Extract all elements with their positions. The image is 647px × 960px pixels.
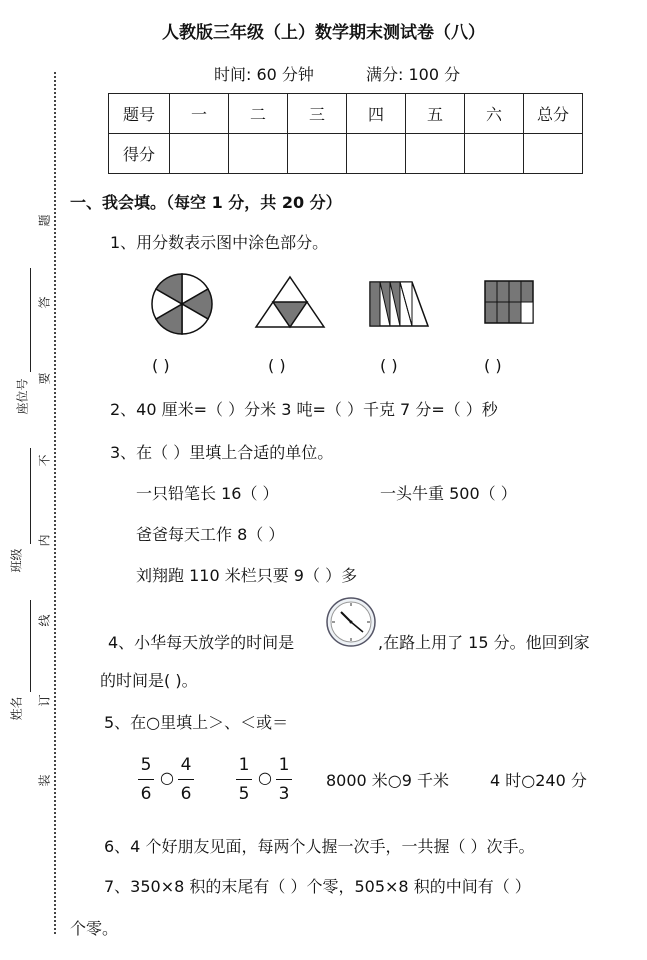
question-5d: 4 时○240 分 xyxy=(490,771,587,790)
score-cell[interactable] xyxy=(406,134,465,174)
question-2: 2、40 厘米=（ ）分米 3 吨=（ ）千克 7 分=（ ）秒 xyxy=(110,400,498,419)
fraction-denominator: 6 xyxy=(140,784,152,804)
score-table-score-row xyxy=(109,134,583,174)
binding-dotted-line xyxy=(54,72,56,934)
answer-blank[interactable]: ( ) xyxy=(268,356,286,375)
fraction xyxy=(178,752,194,807)
table-cell: 得分 xyxy=(109,134,170,174)
question-7b: 个零。 xyxy=(70,919,119,938)
fraction xyxy=(138,752,154,807)
fraction-denominator: 6 xyxy=(180,784,192,804)
question-3: 3、在（ ）里填上合适的单位。 xyxy=(110,443,334,462)
question-4b: ,在路上用了 15 分。他回到家 xyxy=(378,633,590,652)
margin-char: 不 xyxy=(37,454,52,467)
score-cell[interactable] xyxy=(170,134,229,174)
margin-char: 内 xyxy=(37,534,52,547)
compare-circle[interactable]: ○ xyxy=(258,768,272,787)
answer-blank[interactable]: ( ) xyxy=(484,356,502,375)
shaded-triangle-figure xyxy=(254,274,326,330)
margin-char: 线 xyxy=(37,614,52,627)
table-cell: 总分 xyxy=(524,94,583,134)
fraction xyxy=(276,752,292,807)
answer-blank[interactable]: ( ) xyxy=(380,356,398,375)
seat-number-label: 座位号 xyxy=(15,378,30,415)
score-cell[interactable] xyxy=(288,134,347,174)
question-7a: 7、350×8 积的末尾有（ ）个零，505×8 积的中间有（ ） xyxy=(104,877,531,896)
score-cell[interactable] xyxy=(524,134,583,174)
table-cell: 四 xyxy=(347,94,406,134)
class-line[interactable] xyxy=(30,448,31,544)
seat-number-line[interactable] xyxy=(30,268,31,372)
score-table xyxy=(108,93,583,174)
compare-circle[interactable]: ○ xyxy=(160,768,174,787)
class-label: 班级 xyxy=(9,548,24,573)
name-label: 姓名 xyxy=(9,696,24,721)
margin-char: 要 xyxy=(37,372,52,385)
table-cell: 六 xyxy=(465,94,524,134)
clock-icon xyxy=(325,596,377,648)
margin-char: 订 xyxy=(37,694,52,707)
score-cell[interactable] xyxy=(465,134,524,174)
shaded-circle-figure xyxy=(150,272,214,336)
question-4c: 的时间是( )。 xyxy=(100,671,198,690)
time-label: 时间: 60 分钟 xyxy=(214,65,314,84)
table-cell: 一 xyxy=(170,94,229,134)
table-cell: 二 xyxy=(229,94,288,134)
circle-sectors xyxy=(152,274,212,334)
margin-char: 答 xyxy=(37,296,52,309)
question-6: 6、4 个好朋友见面，每两个人握一次手，一共握（ ）次手。 xyxy=(104,837,535,856)
question-5c: 8000 米○9 千米 xyxy=(326,771,450,790)
margin-char: 题 xyxy=(37,214,52,227)
shaded-trapezoid-figure xyxy=(366,280,432,330)
answer-blank[interactable]: ( ) xyxy=(152,356,170,375)
fraction-numerator: 1 xyxy=(238,755,250,775)
page-title: 人教版三年级（上）数学期末测试卷（八） xyxy=(162,23,485,43)
question-1: 1、用分数表示图中涂色部分。 xyxy=(110,233,329,252)
fraction-numerator: 5 xyxy=(140,755,152,775)
fraction-denominator: 5 xyxy=(238,784,250,804)
table-cell: 题号 xyxy=(109,94,170,134)
question-5: 5、在○里填上＞、＜或＝ xyxy=(104,713,289,732)
fraction-numerator: 1 xyxy=(278,755,290,775)
score-cell[interactable] xyxy=(347,134,406,174)
question-3a: 一只铅笔长 16（ ） xyxy=(136,484,279,503)
question-3d: 刘翔跑 110 米栏只要 9（ ）多 xyxy=(136,566,358,585)
score-label: 满分: 100 分 xyxy=(366,65,461,84)
question-3b: 一头牛重 500（ ） xyxy=(380,484,517,503)
shaded-grid-figure xyxy=(484,280,534,326)
question-3c: 爸爸每天工作 8（ ） xyxy=(136,525,285,544)
margin-char: 装 xyxy=(37,774,52,787)
score-cell[interactable] xyxy=(229,134,288,174)
fraction xyxy=(236,752,252,807)
table-cell: 三 xyxy=(288,94,347,134)
question-4a: 4、小华每天放学的时间是 xyxy=(108,633,295,652)
score-table-header-row xyxy=(109,94,583,134)
table-cell: 五 xyxy=(406,94,465,134)
name-line[interactable] xyxy=(30,600,31,692)
fraction-denominator: 3 xyxy=(278,784,290,804)
section-heading: 一、我会填。（每空 1 分，共 20 分） xyxy=(70,193,342,212)
fraction-numerator: 4 xyxy=(180,755,192,775)
